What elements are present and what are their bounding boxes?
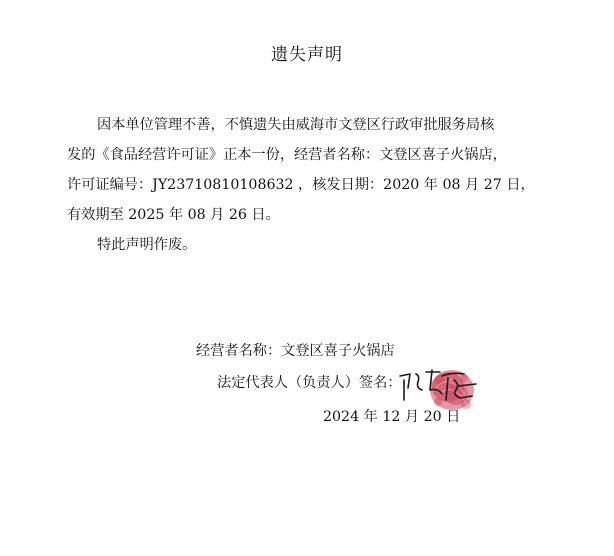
notice-title: 遗失声明 (271, 45, 343, 65)
body-line-3: 许可证编号：JY23710810108632 ，核发日期：2020 年 08 月 27 日， (67, 177, 535, 193)
operator-name-line: 经营者名称：文登区喜子火锅店 (196, 343, 395, 359)
body-line-1: 因本单位管理不善，不慎遗失由威海市文登区行政审批服务局核 (97, 117, 495, 133)
body-line-2: 发的《食品经营许可证》正本一份，经营者名称：文登区喜子火锅店， (67, 147, 507, 163)
body-line-4: 有效期至 2025 年 08 月 26 日。 (67, 207, 280, 223)
signature-date: 2024 年 12 月 20 日 (323, 409, 461, 425)
red-fingerprint-seal (396, 360, 484, 418)
legal-rep-label: 法定代表人（负责人）签名： (217, 375, 402, 391)
closing-line: 特此声明作废。 (97, 237, 197, 253)
